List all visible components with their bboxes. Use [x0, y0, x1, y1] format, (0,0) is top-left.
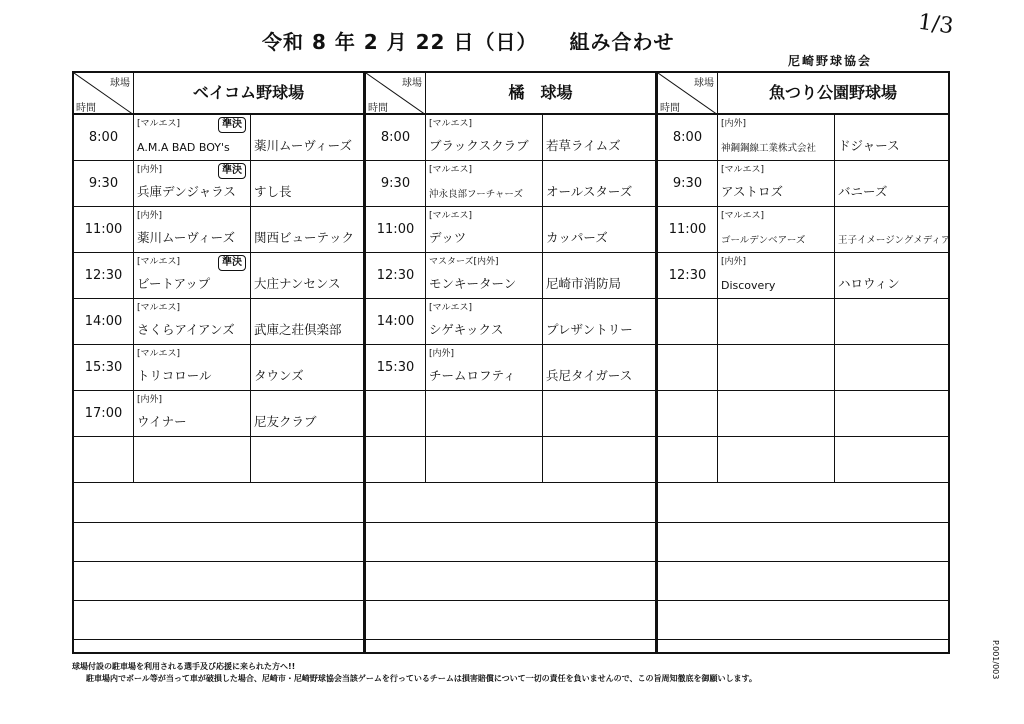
team-name: 尼友クラブ — [254, 414, 317, 429]
away-team-cell — [543, 299, 655, 344]
match-row — [658, 115, 948, 161]
header-corner — [366, 73, 426, 115]
team-name: 兵庫デンジャラス — [137, 184, 236, 199]
away-team-cell — [835, 345, 948, 390]
match-row — [74, 345, 363, 391]
home-team-cell — [718, 437, 835, 482]
team-name: 大庄ナンセンス — [254, 276, 341, 291]
semifinal-badge: 準決 — [218, 255, 246, 271]
time-cell: 8:00 — [74, 115, 134, 160]
division-label: [内外] — [137, 211, 163, 221]
organizer-name: 尼崎野球協会 — [788, 54, 873, 68]
match-row — [366, 391, 655, 437]
time-cell: 11:00 — [366, 207, 426, 252]
away-team-cell — [835, 161, 948, 206]
time-cell: 12:30 — [658, 253, 718, 298]
field-label: 球場 — [402, 78, 422, 89]
time-cell — [74, 437, 134, 482]
away-team-cell — [543, 391, 655, 436]
away-team-cell — [251, 161, 363, 206]
header-corner — [74, 73, 134, 115]
division-label: [内外] — [429, 349, 455, 359]
away-team-cell — [543, 207, 655, 252]
away-team-cell — [835, 115, 948, 160]
division-label: [内外] — [137, 395, 163, 405]
parking-notice-heading: 球場付設の駐車場を利用される選手及び応援に来られた方へ!! — [72, 662, 296, 671]
blank-line — [658, 639, 948, 640]
away-team-cell — [835, 207, 951, 252]
time-cell — [658, 437, 718, 482]
blank-line — [366, 639, 655, 640]
team-name: ウイナー — [137, 414, 187, 429]
team-name: ブラックスクラブ — [429, 138, 529, 153]
match-row — [658, 437, 948, 483]
time-cell: 11:00 — [74, 207, 134, 252]
team-name: 沖永良部フーチャーズ — [429, 189, 523, 200]
team-name: 薬川ムーヴィーズ — [254, 138, 353, 153]
team-name: 神鋼鋼線工業株式会社 — [721, 143, 817, 154]
away-team-cell — [543, 437, 655, 482]
home-team-cell — [718, 391, 835, 436]
match-row — [658, 207, 951, 253]
time-cell: 9:30 — [366, 161, 426, 206]
match-row — [366, 299, 655, 345]
team-name: バニーズ — [838, 184, 888, 199]
home-team-cell — [426, 253, 543, 298]
venue-column — [658, 73, 951, 652]
away-team-cell — [543, 115, 655, 160]
time-cell: 9:30 — [658, 161, 718, 206]
home-team-cell — [134, 115, 251, 160]
home-team-cell — [718, 161, 835, 206]
home-team-cell — [134, 345, 251, 390]
blank-line — [74, 600, 363, 601]
time-cell: 11:00 — [658, 207, 718, 252]
division-label: [内外] — [721, 119, 747, 129]
venue-header — [74, 73, 363, 115]
match-row — [366, 253, 655, 299]
division-label: [マルエス] — [137, 349, 181, 359]
team-name: トリコロール — [137, 368, 212, 383]
away-team-cell — [251, 299, 363, 344]
home-team-cell — [134, 437, 251, 482]
blank-line — [366, 522, 655, 523]
team-name: モンキーターン — [429, 276, 517, 291]
match-row — [74, 161, 363, 207]
team-name: カッパーズ — [546, 230, 608, 245]
team-name: 兵尼タイガース — [546, 368, 633, 383]
away-team-cell — [543, 161, 655, 206]
blank-line — [366, 600, 655, 601]
page-number-mark: 1/3 — [916, 9, 955, 40]
blank-line — [658, 561, 948, 562]
blank-line — [658, 522, 948, 523]
semifinal-badge: 準決 — [218, 117, 246, 133]
team-name: ビートアップ — [137, 276, 211, 291]
time-cell: 12:30 — [366, 253, 426, 298]
match-row — [74, 299, 363, 345]
away-team-cell — [835, 253, 948, 298]
home-team-cell — [718, 207, 835, 252]
time-cell — [658, 345, 718, 390]
home-team-cell — [718, 345, 835, 390]
team-name: Discovery — [721, 279, 776, 292]
home-team-cell — [426, 299, 543, 344]
team-name: プレザントリー — [546, 322, 633, 337]
team-name: 武庫之荘倶楽部 — [254, 322, 342, 337]
away-team-cell — [251, 207, 363, 252]
time-label: 時間 — [76, 103, 96, 114]
match-row — [658, 299, 948, 345]
home-team-cell — [426, 437, 543, 482]
away-team-cell — [251, 437, 363, 482]
time-cell: 12:30 — [74, 253, 134, 298]
team-name: 王子イメージングメディア — [838, 235, 951, 246]
home-team-cell — [134, 207, 251, 252]
time-label: 時間 — [368, 103, 388, 114]
home-team-cell — [134, 299, 251, 344]
venue-column — [366, 73, 658, 652]
division-label: [マルエス] — [721, 211, 765, 221]
blank-line — [366, 561, 655, 562]
blank-line — [658, 600, 948, 601]
away-team-cell — [835, 391, 948, 436]
home-team-cell — [134, 161, 251, 206]
time-cell: 17:00 — [74, 391, 134, 436]
team-name: ドジャース — [838, 138, 900, 153]
away-team-cell — [251, 391, 363, 436]
team-name: ゴールデンベアーズ — [721, 235, 806, 246]
division-label: [マルエス] — [721, 165, 765, 175]
away-team-cell — [543, 253, 655, 298]
home-team-cell — [718, 115, 835, 160]
time-cell — [658, 299, 718, 344]
home-team-cell — [718, 299, 835, 344]
team-name: A.M.A BAD BOY's — [137, 141, 230, 154]
time-cell — [366, 391, 426, 436]
blank-line — [74, 522, 363, 523]
home-team-cell — [426, 391, 543, 436]
team-name: すし長 — [254, 184, 292, 199]
time-cell — [366, 437, 426, 482]
away-team-cell — [835, 299, 948, 344]
time-cell: 15:30 — [74, 345, 134, 390]
team-name: ハロウィン — [838, 276, 900, 291]
blank-line — [74, 639, 363, 640]
away-team-cell — [251, 115, 363, 160]
home-team-cell — [426, 345, 543, 390]
match-row — [74, 207, 363, 253]
parking-notice-body: 駐車場内でボール等が当って車が破損した場合、尼崎市・尼崎野球協会当該ゲームを行っているチームは損害賠償について一切の責任を負いませんので、この旨周知徹底を御願いします。 — [86, 674, 757, 683]
team-name: シゲキックス — [429, 322, 504, 337]
page-title: 令和 8 年 2 月 22 日（日） 組み合わせ — [262, 30, 675, 54]
team-name: チームロフティ — [429, 368, 516, 383]
team-name: 関西ビューテック — [254, 230, 355, 245]
match-row — [366, 345, 655, 391]
team-name: アストロズ — [721, 184, 784, 199]
team-name: さくらアイアンズ — [137, 322, 235, 337]
match-row — [658, 253, 948, 299]
division-label: [マルエス] — [137, 257, 181, 267]
home-team-cell — [718, 253, 835, 298]
venue-name: 橘 球場 — [508, 83, 573, 102]
team-name: 薬川ムーヴィーズ — [137, 230, 236, 245]
division-label: [マルエス] — [137, 119, 181, 129]
time-cell: 15:30 — [366, 345, 426, 390]
division-label: [マルエス] — [429, 211, 473, 221]
match-row — [658, 161, 948, 207]
home-team-cell — [134, 391, 251, 436]
venue-header — [658, 73, 948, 115]
field-label: 球場 — [694, 78, 714, 89]
match-row — [74, 115, 363, 161]
time-cell: 8:00 — [366, 115, 426, 160]
venue-column — [74, 73, 366, 652]
team-name: タウンズ — [254, 368, 304, 383]
team-name: オールスターズ — [546, 184, 633, 199]
blank-line — [74, 561, 363, 562]
time-cell: 9:30 — [74, 161, 134, 206]
match-row — [658, 345, 948, 391]
away-team-cell — [251, 345, 363, 390]
division-label: [マルエス] — [429, 165, 473, 175]
venue-header — [366, 73, 655, 115]
home-team-cell — [426, 161, 543, 206]
match-row — [658, 391, 948, 437]
division-label: [内外] — [137, 165, 163, 175]
match-row — [74, 253, 363, 299]
time-cell — [658, 391, 718, 436]
division-label: [マルエス] — [137, 303, 181, 313]
time-cell: 8:00 — [658, 115, 718, 160]
fax-page-footer: P.001/003 — [991, 640, 1000, 680]
schedule-sheet — [72, 71, 950, 654]
match-row — [74, 391, 363, 437]
home-team-cell — [426, 207, 543, 252]
home-team-cell — [426, 115, 543, 160]
division-label: [マルエス] — [429, 303, 473, 313]
venue-name: 魚つり公園野球場 — [768, 83, 897, 102]
home-team-cell — [134, 253, 251, 298]
division-label: [内外] — [721, 257, 747, 267]
time-cell: 14:00 — [366, 299, 426, 344]
division-label: [マルエス] — [429, 119, 473, 129]
team-name: デッツ — [429, 230, 467, 245]
match-row — [366, 437, 655, 483]
team-name: 若草ライムズ — [546, 138, 621, 153]
team-name: 尼崎市消防局 — [546, 276, 622, 291]
venue-name: ベイコム野球場 — [192, 83, 305, 102]
away-team-cell — [251, 253, 363, 298]
header-corner — [658, 73, 718, 115]
time-label: 時間 — [660, 103, 680, 114]
time-cell: 14:00 — [74, 299, 134, 344]
away-team-cell — [835, 437, 948, 482]
match-row — [74, 437, 363, 483]
away-team-cell — [543, 345, 655, 390]
semifinal-badge: 準決 — [218, 163, 246, 179]
match-row — [366, 161, 655, 207]
field-label: 球場 — [110, 78, 130, 89]
match-row — [366, 207, 655, 253]
division-label: マスターズ[内外] — [429, 257, 499, 267]
match-row — [366, 115, 655, 161]
